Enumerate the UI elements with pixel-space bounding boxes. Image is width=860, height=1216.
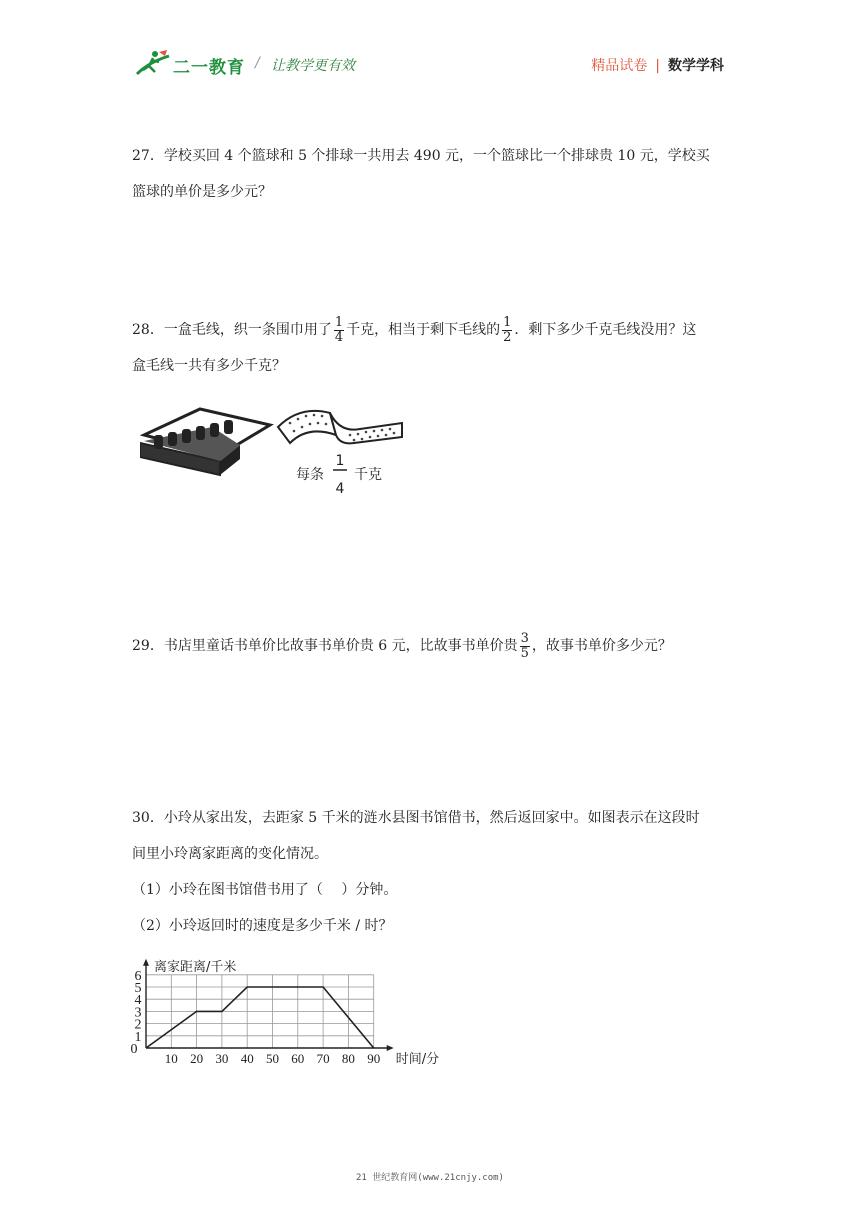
x-tick-label: 20 <box>190 1051 204 1066</box>
question-28 <box>132 312 732 384</box>
y-tick-label: 4 <box>134 993 142 1009</box>
question-27-line2: 篮球的单价是多少元？ <box>132 184 272 200</box>
x-tick-label: 90 <box>367 1051 381 1066</box>
y-tick-label: 3 <box>134 1005 142 1021</box>
question-28-post: ．剩下多少千克毛线没用？这 <box>514 322 697 338</box>
question-28-pre: 28．一盒毛线，织一条围巾用了 <box>132 322 332 338</box>
chart-svg <box>120 938 460 1078</box>
y-tick-label: 5 <box>134 981 142 996</box>
distance-time-chart <box>120 938 460 1078</box>
question-30 <box>132 800 732 944</box>
question-30-line1: 30．小玲从家出发，去距家 5 千米的涟水县图书馆借书，然后返回家中。如图表示在这段时 <box>132 810 700 826</box>
question-27-line1: 27．学校买回 4 个篮球和 5 个排球一共用去 490 元，一个篮球比一个排球贵 10 元，学校买 <box>132 148 710 164</box>
origin-label: 0 <box>130 1042 138 1057</box>
question-30-line2: 间里小玲离家距离的变化情况。 <box>132 846 328 862</box>
x-tick-label: 40 <box>240 1051 254 1066</box>
y-axis-label: 离家距离/千米 <box>154 959 237 975</box>
x-tick-label: 60 <box>291 1051 305 1066</box>
scarf-label-post: 千克 <box>354 467 382 483</box>
y-tick-label: 6 <box>134 968 142 984</box>
runner-logo-icon <box>135 48 171 80</box>
x-tick-label: 30 <box>215 1051 229 1066</box>
x-axis-arrow <box>387 1045 394 1051</box>
question-29-pre: 29．书店里童话书单价比故事书单价贵 6 元，比故事书单价贵 <box>132 638 518 654</box>
distance-line <box>146 987 374 1048</box>
question-28-line2: 盒毛线一共有多少千克？ <box>132 358 286 374</box>
fraction-one-quarter: $\frac{1}{4}$ <box>334 314 344 345</box>
footer: 21 世纪教育网(www.21cnjy.com) <box>356 1173 504 1183</box>
y-tick-label: 2 <box>134 1017 142 1033</box>
header-subject: 数学学科 <box>668 58 724 74</box>
header-right <box>591 55 724 75</box>
x-axis-label: 时间/分 <box>395 1052 440 1067</box>
yarn-box-scarf-image <box>140 405 410 515</box>
question-30-sub1: （1）小玲在图书馆借书用了（ ）分钟。 <box>132 882 398 898</box>
question-28-mid: 千克，相当于剩下毛线的 <box>346 322 501 338</box>
x-tick-label: 80 <box>341 1051 355 1066</box>
x-tick-label: 50 <box>266 1051 279 1066</box>
question-30-sub2: （2）小玲返回时的速度是多少千米 / 时？ <box>132 918 393 934</box>
scarf-label-pre: 每条 <box>296 467 324 483</box>
logo-separator: / <box>255 55 260 71</box>
question-29-post: ，故事书单价多少元？ <box>531 638 672 654</box>
header-divider: | <box>655 58 660 74</box>
yarn-box-icon <box>140 405 410 515</box>
header-logo <box>135 48 375 82</box>
header-tag: 精品试卷 <box>591 58 648 74</box>
y-tick-label: 1 <box>134 1029 142 1045</box>
scarf-fraction-num: 1 <box>335 453 345 469</box>
question-29 <box>132 628 732 664</box>
scarf-fraction-den: 4 <box>335 481 345 497</box>
logo-text: 二一教育 <box>173 58 245 78</box>
question-28-line1 <box>132 312 732 348</box>
question-27 <box>132 138 732 210</box>
x-tick-label: 10 <box>164 1051 178 1066</box>
fraction-one-half: $\frac{1}{2}$ <box>503 314 512 345</box>
fraction-three-fifths: $\frac{3}{5}$ <box>520 630 529 661</box>
y-axis-arrow <box>143 959 149 966</box>
x-tick-label: 70 <box>316 1051 330 1066</box>
slogan: 让教学更有效 <box>271 58 355 74</box>
